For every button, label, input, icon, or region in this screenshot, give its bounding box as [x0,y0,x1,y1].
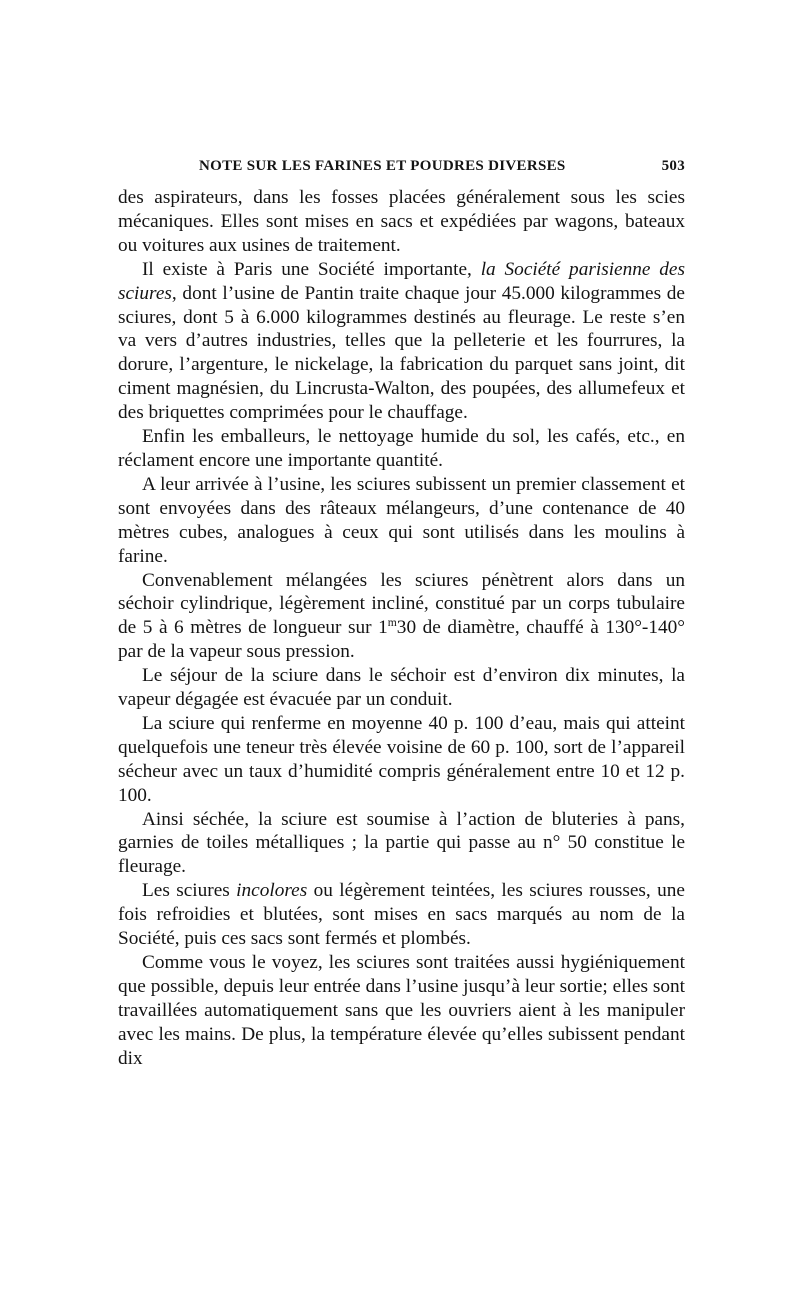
running-header [118,158,685,186]
text-run: A leur arrivée à l’usine, les sciures subissent un premier classement et sont envoyées dans des râteaux mélangeurs, d’une contenance de 40 mètres cubes, analogues à ceux qui sont utilisés dans les moulins à farine. [118,473,685,567]
text-run: La sciure qui renferme en moyenne 40 p. 100 d’eau, mais qui atteint quelquefois une teneur très élevée voisine de 60 p. 100, sort de l’appareil sécheur avec un taux d’humidité compris généralement entre 10 et 12 p. 100. [118,712,685,806]
text-run: Enfin les emballeurs, le nettoyage humide du sol, les cafés, etc., en réclament encore une importante quantité. [118,426,685,471]
book-page [118,158,685,1071]
paragraph [118,425,685,473]
text-run: des aspirateurs, dans les fosses placées généralement sous les scies mécaniques. Elles sont mises en sacs et expédiées par wagons, bateaux ou voitures aux usines de traitement. [118,187,685,256]
text-run: Ainsi séchée, la sciure est soumise à l’action de bluteries à pans, garnies de toiles métalliques ; la partie qui passe au n° 50 constitue le fleurage. [118,808,685,878]
text-run: Comme vous le voyez, les sciures sont traitées aussi hygiéniquement que possible, depuis leur entrée dans l’usine jusqu’à leur sortie; elles sont travaillées automatiquement sans que les ouvriers aient à les manipuler avec les mains. De plus, la température élevée qu’elles subissent pendant dix [118,952,685,1069]
paragraph [118,951,685,1071]
paragraph [118,569,685,665]
paragraph [118,879,685,951]
paragraph [118,258,685,425]
text-run: Il existe à Paris une Société importante, [142,258,481,280]
paragraph [118,664,685,712]
paragraph [118,712,685,808]
text-run: 30 de diamètre, chauffé à 130°-140° par de la vapeur sous pression. [118,617,685,663]
page-number: 503 [661,158,685,174]
paragraph [118,473,685,569]
italic-text: la Société parisienne des sciures [118,258,685,304]
text-run: Les sciures [142,880,237,902]
text-run: Convenablement mélangées les sciures pénètrent alors dans un séchoir cylindrique, légèrement incliné, constitué par un corps tubulaire de 5 à 6 mètres de longueur sur 1 [118,569,685,639]
italic-text: incolores [236,880,308,902]
superscript-text: m [387,616,397,630]
paragraph [118,186,685,258]
running-title: NOTE SUR LES FARINES ET POUDRES DIVERSES [199,158,566,174]
text-run: , dont l’usine de Pantin traite chaque jour 45.000 kilogrammes de sciures, dont 5 à 6.000 kilogrammes destinés au fleurage. Le reste s’en va vers d’autres industries, telles que la pelleterie et les fourrures, la dorure, l’argenture, le nickelage, la fabrication du parquet sans joint, dit ciment magnésien, du Lincrusta-Walton, des poupées, des allumefeux et des briquettes comprimées pour le chauffage. [118,282,685,424]
text-run: Le séjour de la sciure dans le séchoir est d’environ dix minutes, la vapeur dégagée est évacuée par un conduit. [118,665,685,711]
text-run: ou légèrement teintées, les sciures rousses, une fois refroidies et blutées, sont mises en sacs marqués au nom de la Société, puis ces sacs sont fermés et plombés. [118,880,685,950]
body-text [118,186,685,1071]
paragraph [118,808,685,880]
